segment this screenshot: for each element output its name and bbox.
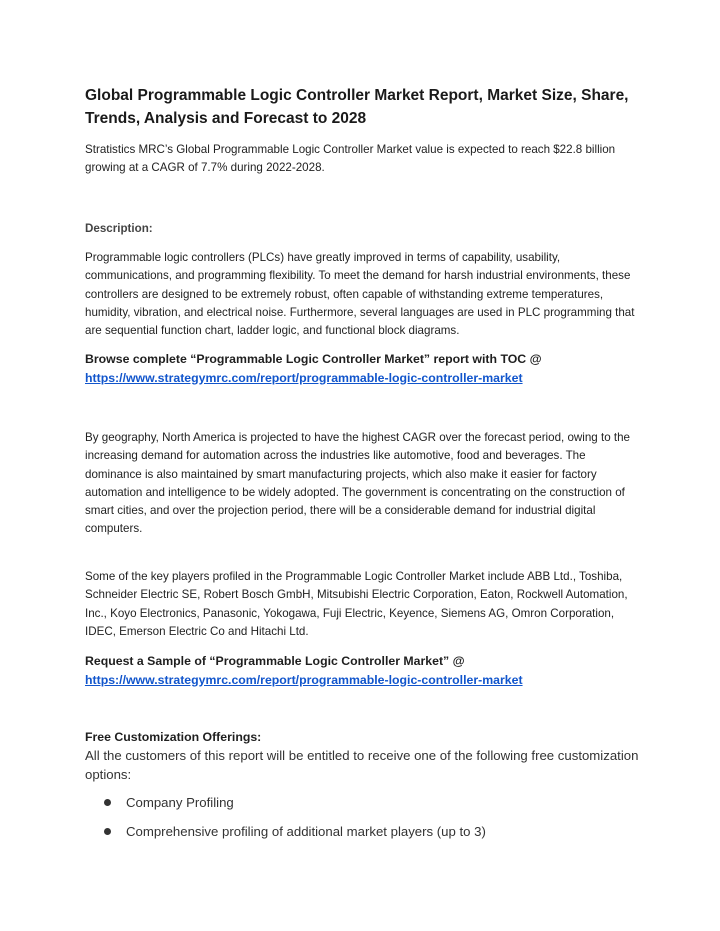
request-sample-block: [85, 652, 645, 689]
customization-list: [85, 793, 645, 851]
document-title: Global Programmable Logic Controller Market Report, Market Size, Share, Trends, Analysis and Forecast to 2028: [85, 87, 629, 127]
bullet-icon: [104, 799, 111, 806]
customization-title: Free Customization Offerings:: [85, 730, 262, 744]
key-players-paragraph: Some of the key players profiled in the Programmable Logic Controller Market include ABB Ltd., Toshiba, Schneider Electric SE, Robert Bosch GmbH, Mitsubishi Electric Corporation, Eaton, Rockwell Automation, Inc., Koyo Electronics, Panasonic, Yokogawa, Fuji Electric, Keyence, Siemens AG, Omron Corporation, IDEC, Emerson Electric Co and Hitachi Ltd.: [85, 570, 628, 638]
bullet-icon: [104, 828, 111, 835]
browse-report-text: Browse complete “Programmable Logic Controller Market” report with TOC @: [85, 352, 542, 366]
browse-report-block: [85, 350, 645, 387]
request-sample-link[interactable]: https://www.strategymrc.com/report/programmable-logic-controller-market: [85, 672, 523, 687]
list-item-label: Comprehensive profiling of additional market players (up to 3): [126, 824, 486, 839]
description-label: Description:: [85, 222, 153, 235]
list-item: [85, 822, 645, 851]
customization-paragraph: All the customers of this report will be entitled to receive one of the following free customization options:: [85, 748, 639, 782]
list-item: [85, 793, 645, 822]
geography-paragraph: By geography, North America is projected to have the highest CAGR over the forecast period, owing to the increasing demand for automation across the industries like automotive, food and beverages. The dominance is also maintained by smart manufacturing projects, which also make it easier for factory automation and intelligence to be widely adopted. The government is concentrating on the construction of smart cities, and over the projection period, there will be a considerable demand for industrial digital computers.: [85, 431, 630, 536]
description-paragraph: Programmable logic controllers (PLCs) have greatly improved in terms of capability, usability, communications, and programming flexibility. To meet the demand for harsh industrial environments, these controllers are designed to be extremely robust, often capable of withstanding extreme temperatures, humidity, vibration, and electrical noise. Furthermore, several languages are used in PLC programming that are sequential function chart, ladder logic, and functional block diagrams.: [85, 251, 635, 338]
list-item-label: Company Profiling: [126, 795, 234, 810]
request-sample-text: Request a Sample of “Programmable Logic Controller Market” @: [85, 654, 465, 668]
intro-paragraph: Stratistics MRC’s Global Programmable Logic Controller Market value is expected to reach $22.8 billion growing at a CAGR of 7.7% during 2022-2028.: [85, 143, 616, 175]
browse-report-link[interactable]: https://www.strategymrc.com/report/programmable-logic-controller-market: [85, 370, 523, 385]
